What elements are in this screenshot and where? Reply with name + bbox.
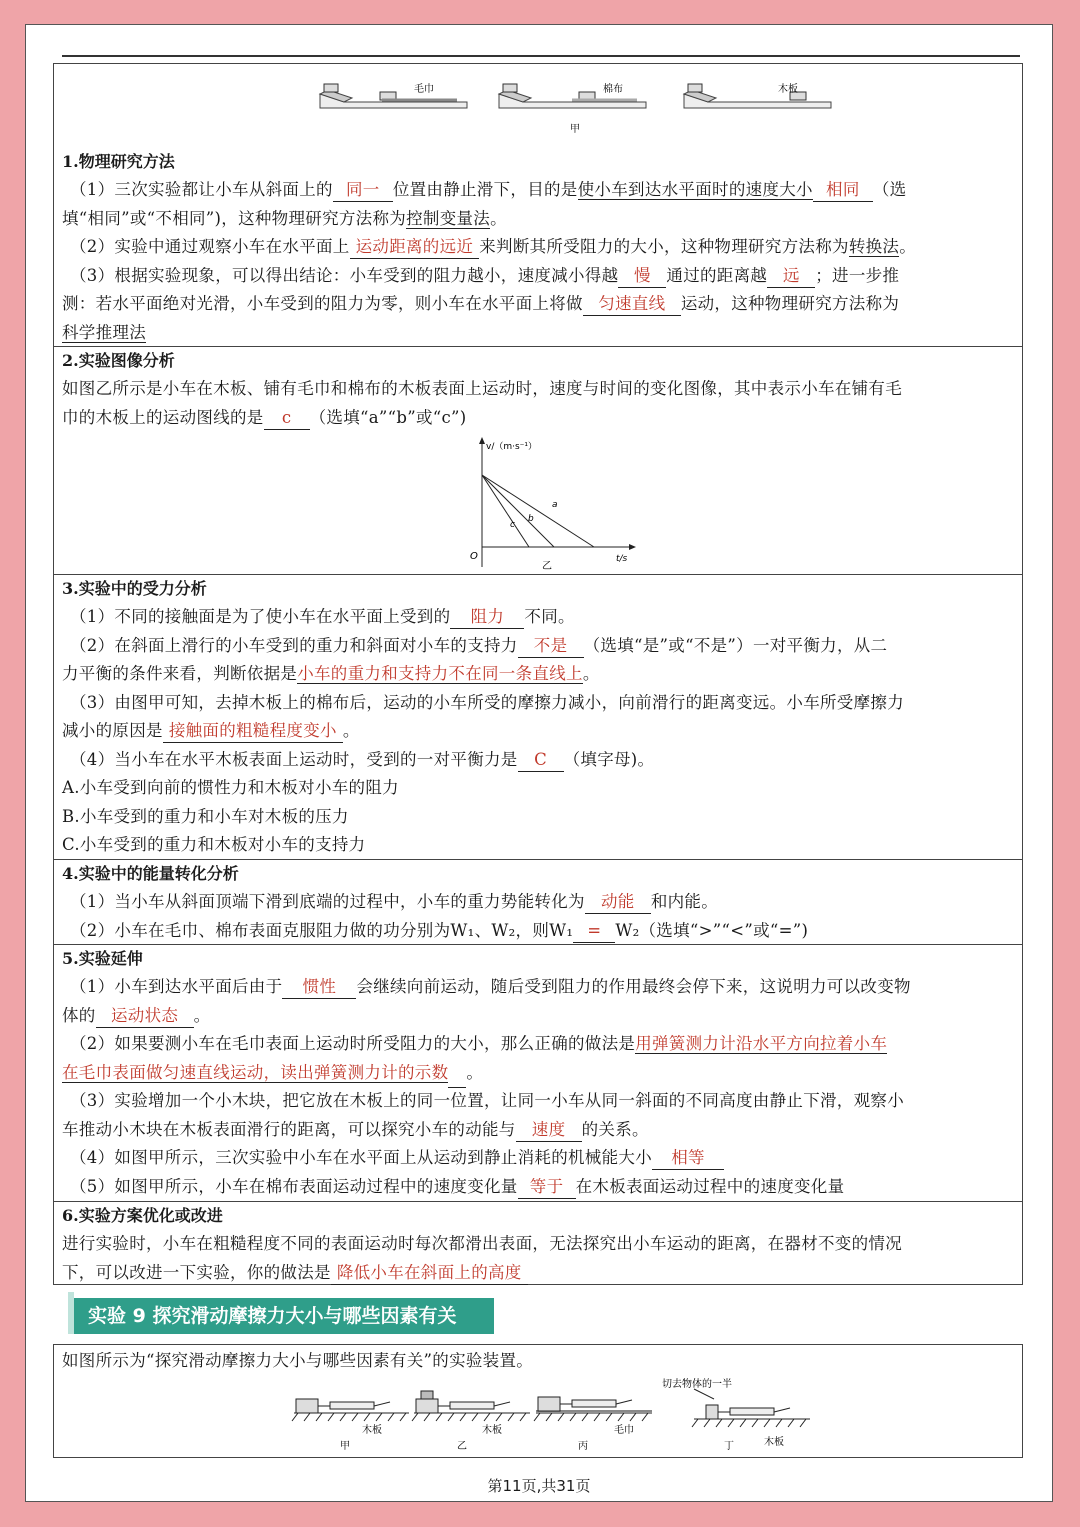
option-a: A.小车受到向前的惯性力和木板对小车的阻力 (62, 778, 399, 797)
graph-label-a: a (552, 500, 558, 510)
graph-line-b (482, 475, 554, 547)
figure-caption-jia: 甲 (570, 124, 580, 135)
s6-line-2: 下，可以改进一下实验，你的做法是 降低小车在斜面上的高度 (62, 1259, 1012, 1288)
answer-blank[interactable]: 接触面的粗糙程度变小 (163, 720, 343, 743)
incline-setup-cotton (499, 82, 646, 108)
answer-blank[interactable]: 运动状态 (96, 1005, 194, 1028)
s1-line-1: （1）三次实验都让小车从斜面上的 同一 位置由静止滑下，目的是使小车到达水平面时的速度大小 相同 （选 (62, 176, 1012, 205)
s5-line-2: 体的 运动状态 。 (62, 1002, 1012, 1031)
caption-jia: 甲 (340, 1441, 350, 1452)
answer-blank[interactable]: 不是 (518, 635, 584, 658)
surface-label-jia: 木板 (362, 1425, 382, 1436)
surface-label-bing: 毛巾 (614, 1425, 634, 1436)
incline-setup-towel (320, 82, 467, 108)
caption-bing: 丙 (578, 1441, 588, 1452)
velocity-time-graph (464, 435, 644, 573)
caption-yi: 乙 (457, 1441, 467, 1452)
s3-line-3: 力平衡的条件来看，判断依据是小车的重力和支持力不在同一条直线上。 (62, 664, 600, 683)
page-number: 第11页,共31页 (487, 1477, 591, 1495)
answer-blank[interactable]: 匀速直线 (583, 293, 681, 316)
graph-y-axis-label: v/（m·s⁻¹） (486, 442, 538, 452)
section-3 (54, 574, 1022, 859)
s1-line-4: （3）根据实验现象，可以得出结论：小车受到的阻力越小，速度减小得越 慢 通过的距离越 远 ；进一步推 (62, 262, 1012, 291)
s5-line-5: （3）实验增加一个小木块，把它放在木板上的同一位置，让同一小车从同一斜面的不同高度由静止下滑，观察小 (70, 1091, 904, 1110)
s1-line-3: （2）实验中通过观察小车在水平面上 运动距离的远近 来判断其所受阻力的大小，这种物理研究方法称为转换法。 (62, 233, 1012, 262)
option-c: C.小车受到的重力和木板对小车的支持力 (62, 835, 366, 854)
answer-blank[interactable]: 相同 (813, 179, 873, 202)
caption-ding: 丁 (724, 1441, 734, 1452)
header-rule (62, 55, 1020, 57)
surface-label-ding: 木板 (764, 1437, 784, 1448)
s1-line-2: 填“相同”或“不相同”)，这种物理研究方法称为控制变量法。 (62, 208, 507, 228)
s1-line-6: 科学推理法 (62, 322, 146, 342)
apparatus-yi (412, 1391, 530, 1452)
incline-setup-board (684, 82, 831, 108)
s3-line-5: 减小的原因是 接触面的粗糙程度变小 。 (62, 717, 1012, 746)
cotton-label: 棉布 (603, 84, 623, 95)
s5-line-6: 车推动小木块在木板表面滑行的距离，可以探究小车的动能与 速度 的关系。 (62, 1116, 1012, 1145)
answer-blank[interactable]: C (518, 749, 564, 772)
s5-line-7: （4）如图甲所示，三次实验中小车在水平面上从运动到静止消耗的机械能大小 相等 (62, 1144, 1012, 1173)
apparatus-ding (662, 1377, 810, 1452)
answer-blank[interactable]: 动能 (585, 891, 651, 914)
s5-line-4: 在毛巾表面做匀速直线运动，读出弹簧测力计的示数 。 (62, 1059, 1012, 1088)
s5-line-3: （2）如果要测小车在毛巾表面上运动时所受阻力的大小，那么正确的做法是用弹簧测力计沿水平方向拉着小车 (70, 1034, 888, 1053)
s5-line-8: （5）如图甲所示，小车在棉布表面运动过程中的速度变化量 等于 在木板表面运动过程中的速度变化量 (62, 1173, 1012, 1202)
section-4 (54, 859, 1022, 944)
answer-blank[interactable]: 阻力 (450, 606, 524, 629)
cut-half-note: 切去物体的一半 (662, 1379, 732, 1390)
s6-line-1: 进行实验时，小车在粗糙程度不同的表面运动时每次都滑出表面，无法探究出小车运动的距离，在器材不变的情况 (62, 1234, 902, 1253)
section-5-heading: 5.实验延伸 (62, 949, 143, 968)
experiment-8-table (53, 63, 1023, 1285)
s4-line-2: （2）小车在毛巾、棉布表面克服阻力做的功分别为W₁、W₂，则W₁ = W₂（选填“>”“<”或“=”) (62, 917, 1012, 946)
graph-x-axis-label: t/s (616, 554, 628, 564)
answer-blank[interactable]: 远 (767, 265, 815, 288)
apparatus-jia (292, 1399, 409, 1452)
section-3-heading: 3.实验中的受力分析 (62, 579, 207, 598)
s3-line-6: （4）当小车在水平木板表面上运动时，受到的一对平衡力是 C （填字母)。 (62, 746, 1012, 775)
answer-blank[interactable]: 在毛巾表面做匀速直线运动，读出弹簧测力计的示数 (62, 1062, 449, 1082)
answer-blank[interactable]: 用弹簧测力计沿水平方向拉着小车 (635, 1034, 888, 1053)
experiment-9-box (53, 1344, 1023, 1458)
graph-line-a (482, 475, 594, 547)
s1-line-5: 测：若水平面绝对光滑，小车受到的阻力为零，则小车在水平面上将做 匀速直线 运动，这种物理研究方法称为 (62, 290, 1012, 319)
graph-label-b: b (528, 514, 534, 524)
answer-blank[interactable]: 同一 (333, 179, 393, 202)
graph-label-c: c (510, 520, 515, 530)
section-2 (54, 346, 1022, 574)
answer-blank[interactable]: c (264, 407, 310, 430)
section-6 (54, 1201, 1022, 1286)
s3-line-4: （3）由图甲可知，去掉木板上的棉布后，运动的小车所受的摩擦力减小，向前滑行的距离变远。小车所受摩擦力 (70, 692, 904, 712)
surface-label-yi: 木板 (482, 1425, 502, 1436)
s3-line-2: （2）在斜面上滑行的小车受到的重力和斜面对小车的支持力 不是 （选填“是”或“不是”）一对平衡力，从二 (62, 632, 1012, 661)
graph-origin-label: O (470, 551, 478, 562)
s5-line-1: （1）小车到达水平面后由于 惯性 会继续向前运动，随后受到阻力的作用最终会停下来，这说明力可以改变物 (62, 973, 1012, 1002)
section-6-heading: 6.实验方案优化或改进 (62, 1206, 223, 1225)
section-1 (54, 148, 1022, 347)
graph-line-c (482, 475, 529, 547)
answer-blank[interactable]: 小车的重力和支持力不在同一条直线上 (297, 664, 583, 683)
towel-label: 毛巾 (414, 84, 434, 95)
section-4-heading: 4.实验中的能量转化分析 (62, 864, 239, 883)
option-b: B.小车受到的重力和小车对木板的压力 (62, 806, 349, 826)
exp9-intro: 如图所示为“探究滑动摩擦力大小与哪些因素有关”的实验装置。 (62, 1351, 534, 1370)
s2-line-2: 巾的木板上的运动图线的是 c （选填“a”“b”或“c”) (62, 404, 1012, 433)
board-label: 木板 (778, 84, 798, 95)
answer-blank[interactable]: 降低小车在斜面上的高度 (331, 1262, 528, 1285)
incline-figure-jia (62, 64, 1022, 146)
answer-blank[interactable]: 运动距离的远近 (350, 236, 480, 259)
apparatus-bing (534, 1397, 652, 1452)
answer-blank[interactable]: 等于 (518, 1176, 576, 1199)
document-page (25, 24, 1053, 1502)
graph-caption: 乙 (542, 561, 552, 572)
s4-line-1: （1）当小车从斜面顶端下滑到底端的过程中，小车的重力势能转化为 动能 和内能。 (62, 888, 1012, 917)
friction-apparatus-figure (54, 1375, 1014, 1455)
section-5 (54, 944, 1022, 1201)
experiment-9-banner: 实验 9 探究滑动摩擦力大小与哪些因素有关 (74, 1298, 494, 1334)
s3-line-1: （1）不同的接触面是为了使小车在水平面上受到的 阻力 不同。 (62, 603, 1012, 632)
answer-blank[interactable]: 慢 (618, 265, 666, 288)
section-1-heading: 1.物理研究方法 (62, 152, 175, 171)
section-2-heading: 2.实验图像分析 (62, 351, 175, 370)
answer-blank[interactable]: 惯性 (282, 976, 356, 999)
figure-jia-section (54, 64, 1022, 146)
s2-line-1: 如图乙所示是小车在木板、铺有毛巾和棉布的木板表面上运动时，速度与时间的变化图像，其中表示小车在铺有毛 (62, 379, 902, 398)
answer-blank[interactable]: = (573, 920, 615, 943)
answer-blank[interactable]: 速度 (516, 1119, 582, 1142)
answer-blank[interactable]: 相等 (652, 1147, 724, 1170)
